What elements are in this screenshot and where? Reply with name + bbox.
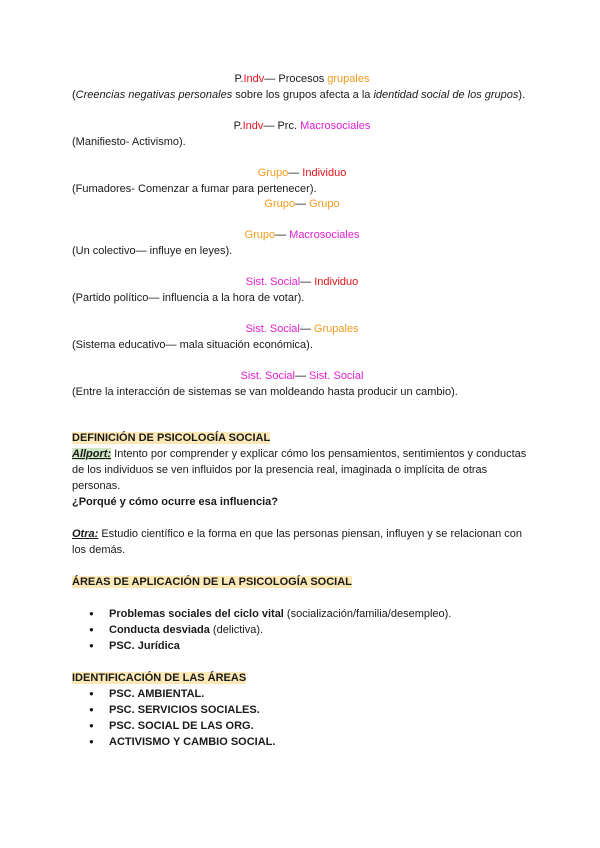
list-item-rest: (delictiva). [209,624,264,636]
areas-list [72,606,532,654]
relation-part-group: Grupo [309,198,340,210]
relation-title-grupo-individuo [72,166,532,181]
desc-part: ). [518,89,526,101]
relation-sep: — [288,167,303,179]
relation-part-individual: Individuo [314,276,359,288]
relation-part: P. [234,73,244,85]
relation-part-macro: Macrosociales [289,229,360,241]
list-item: ● PSC. AMBIENTAL. [72,686,532,702]
relation-sep: — [263,120,278,132]
relation-sep: — [299,323,314,335]
list-item-bold: Conducta desviada [109,624,210,636]
desc-part: ( [72,89,76,101]
relation-description: (Partido político— influencia a la hora de votar). [72,292,305,304]
allport-definition [72,446,532,494]
list-item: ● ACTIVISMO Y CAMBIO SOCIAL. [72,734,532,750]
relation-part-individual: Individuo [302,167,347,179]
relation-part-individual: Indv [243,73,265,85]
definition-heading-text: DEFINICIÓN DE PSICOLOGÍA SOCIAL [72,432,271,444]
relation-part: P. [233,120,243,132]
relation-description: (Sistema educativo— mala situación económica). [72,339,313,351]
relation-part-group: Grupales [313,323,359,335]
influence-question: ¿Porqué y cómo ocurre esa influencia? [72,496,278,508]
relation-description: (Manifiesto- Activismo). [72,136,186,148]
relation-title-grupo-macrosociales [72,228,532,243]
allport-label: Allport: [72,448,112,460]
desc-part: sobre los grupos afecta a la [232,89,374,101]
relation-part-individual: Indv [242,120,264,132]
areas-heading [72,574,532,590]
list-item [72,622,532,638]
identification-heading [72,670,532,686]
identification-heading-text: IDENTIFICACIÓN DE LAS ÁREAS [72,672,247,684]
list-item-rest: (socialización/familia/desempleo). [283,608,452,620]
desc-italic: Creencias negativas personales [75,89,233,101]
relation-title-sist-social-sist-social [72,369,532,384]
definition-heading [72,430,532,446]
relation-part-group: Grupo [244,229,276,241]
relation-title-indv-macrosociales [72,119,532,134]
list-item [72,638,532,654]
relation-sep: — [294,370,310,382]
relation-sep: — [264,73,279,85]
allport-text: Intento por comprender y explicar cómo los pensamientos, sentimientos y conductas de los individuos se ven influidos por la presencia real, imaginada o implícita de otras personas. [72,448,527,492]
relation-title-sist-social-individuo [72,275,532,290]
relation-part-macro: Sist. Social [309,370,364,382]
relation-description: (Entre la interacción de sistemas se van moldeando hasta producir un cambio). [72,386,458,398]
relation-part: Prc. [277,120,301,132]
areas-heading-text: ÁREAS DE APLICACIÓN DE LA PSICOLOGÍA SOCIAL [72,576,352,588]
relation-part-group: Grupo [264,198,295,210]
relation-part-macro: Sist. Social [245,323,300,335]
relation-title-indv-procesos-grupales [72,72,532,87]
relation-part-group: Grupo [257,167,289,179]
relation-part-macro: Macrosociales [300,120,371,132]
list-item-bold: Problemas sociales del ciclo vital [109,608,284,620]
relation-sep: — [300,276,315,288]
identification-list [72,686,532,750]
relation-part-group: grupales [327,73,370,85]
relation-description: (Fumadores- Comenzar a fumar para pertenecer). [72,183,317,195]
list-item: ● PSC. SOCIAL DE LAS ORG. [72,718,532,734]
list-item-bold: PSC. Jurídica [109,640,180,652]
relation-title-sist-social-grupales [72,322,532,337]
relation-description [72,87,532,103]
relation-sep: — [275,229,290,241]
list-item: ● PSC. SERVICIOS SOCIALES. [72,702,532,718]
relation-description: (Un colectivo— influye en leyes). [72,245,233,257]
otra-text: Estudio científico e la forma en que las personas piensan, influyen y se relacionan con los demás. [72,528,523,556]
other-definition [72,526,532,558]
otra-label: Otra: [72,528,99,540]
desc-italic: identidad social de los grupos [373,89,519,101]
relation-part-macro: Sist. Social [245,276,301,288]
relation-title-grupo-grupo [72,197,532,212]
relation-part-macro: Sist. Social [240,370,295,382]
relation-part: Procesos [278,73,328,85]
list-item [72,606,532,622]
document-page [72,72,532,750]
relation-sep: — [294,198,310,210]
